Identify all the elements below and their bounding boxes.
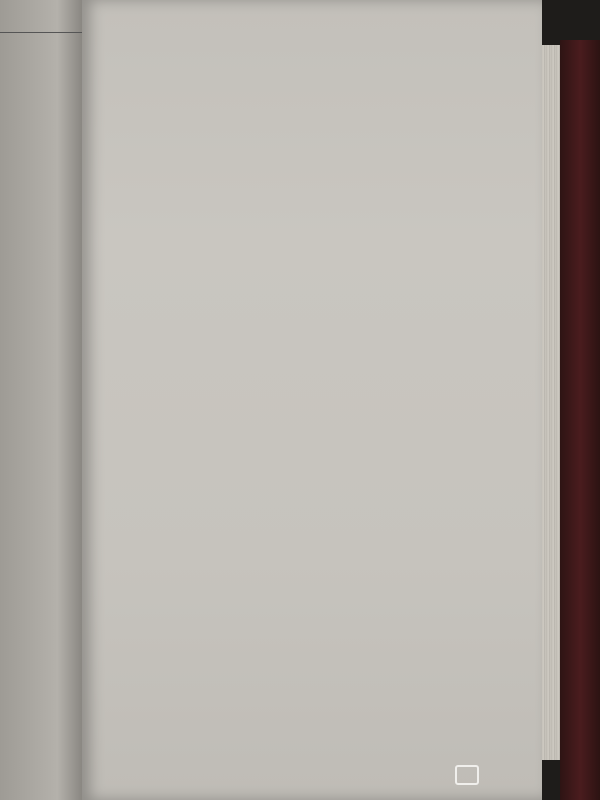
site-watermark xyxy=(455,764,483,784)
labirint-logo-icon xyxy=(455,765,479,785)
contents-page xyxy=(82,0,542,800)
book-cover-edge xyxy=(560,40,600,800)
previous-page-rule xyxy=(0,32,82,33)
previous-page xyxy=(0,0,82,800)
